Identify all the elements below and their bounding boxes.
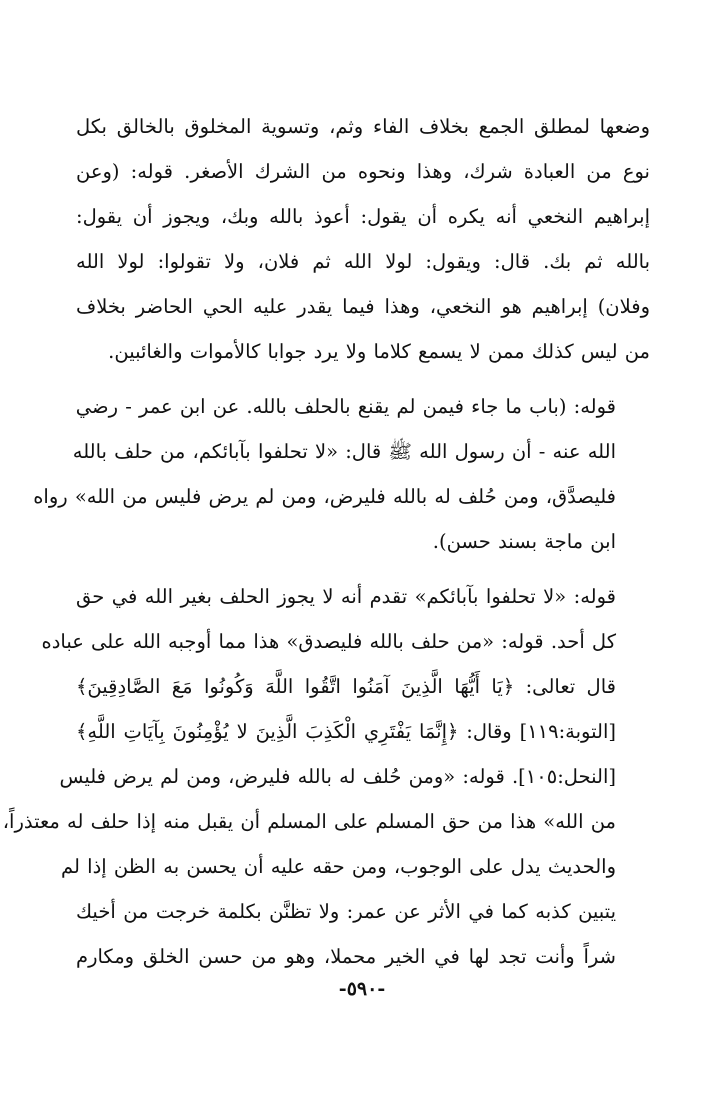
- text-line: كل أحد. قوله: «من حلف بالله فليصدق» هذا مما أوجبه الله على عباده: [41, 630, 616, 653]
- paragraph-2: [33, 384, 650, 564]
- text-line: نوع من العبادة شرك، وهذا ونحوه من الشرك الأصغر. قوله: (وعن: [76, 160, 650, 183]
- text-line: من ليس كذلك ممن لا يسمع كلاما ولا يرد جوابا كالأموات والغائبين.: [108, 340, 650, 363]
- text-line: من الله» هذا من حق المسلم على المسلم أن يقبل منه إذا حلف له معتذراً،: [2, 810, 616, 833]
- text-line: [النحل:١٠٥]. قوله: «ومن حُلف له بالله فليرض، ومن لم يرض فليس: [59, 765, 616, 788]
- page-body: [2, 104, 650, 979]
- text-line: والحديث يدل على الوجوب، ومن حقه عليه أن يحسن به الظن إذا لم: [61, 855, 616, 878]
- text-line: وضعها لمطلق الجمع بخلاف الفاء وثم، وتسوية المخلوق بالخالق بكل: [76, 115, 650, 138]
- text-line: شراً وأنت تجد لها في الخير محملا، وهو من حسن الخلق ومكارم: [76, 945, 616, 968]
- paragraph-3: [2, 574, 650, 979]
- page-number: -٥٩٠-: [338, 978, 386, 1000]
- text-line: ابن ماجة بسند حسن).: [432, 530, 616, 553]
- text-line: بالله ثم بك. قال: ويقول: لولا الله ثم فلان، ولا تقولوا: لولا الله: [76, 250, 650, 273]
- text-line: وفلان) إبراهيم هو النخعي، وهذا فيما يقدر عليه الحي الحاضر بخلاف: [76, 295, 650, 318]
- text-line: [التوبة:١١٩] وقال: ﴿إِنَّمَا يَفْتَرِي الْكَذِبَ الَّذِينَ لا يُؤْمِنُونَ بِآيَاتِ اللَّهِ﴾: [76, 720, 616, 743]
- text-line: قوله: (باب ما جاء فيمن لم يقنع بالحلف بالله. عن ابن عمر - رضي: [75, 395, 616, 418]
- paragraph-1: [76, 104, 650, 374]
- text-line: فليصدَّق، ومن حُلف له بالله فليرض، ومن لم يرض فليس من الله» رواه: [33, 485, 616, 508]
- text-line: يتبين كذبه كما في الأثر عن عمر: ولا تظنَّن بكلمة خرجت من أخيك: [76, 900, 616, 923]
- text-line: إبراهيم النخعي أنه يكره أن يقول: أعوذ بالله وبك، ويجوز أن يقول:: [76, 205, 650, 228]
- text-line: قال تعالى: ﴿يَا أَيُّهَا الَّذِينَ آمَنُوا اتَّقُوا اللَّهَ وَكُونُوا مَعَ الصَّادِقِينَ﴾: [76, 675, 616, 698]
- text-line: قوله: «لا تحلفوا بآبائكم» تقدم أنه لا يجوز الحلف بغير الله في حق: [76, 585, 616, 608]
- text-line: الله عنه - أن رسول الله ﷺ قال: «لا تحلفوا بآبائكم، من حلف بالله: [72, 440, 616, 463]
